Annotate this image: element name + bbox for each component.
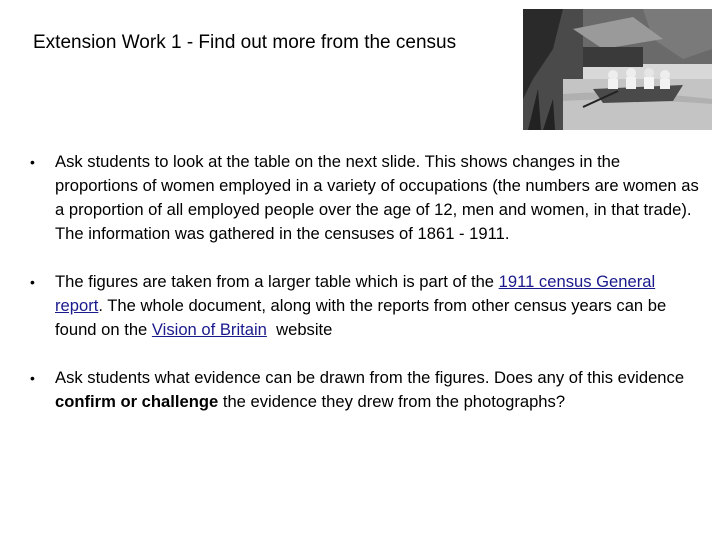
bullet-glyph: • <box>30 154 35 170</box>
bullet-list <box>28 150 700 438</box>
boat-photo-icon <box>523 9 712 130</box>
slide-title: Extension Work 1 - Find out more from the census <box>33 32 457 53</box>
bullet-item-evidence <box>28 366 700 414</box>
bullet-item-source <box>28 270 700 342</box>
bullet-item-table-description <box>28 150 700 246</box>
bullet-text-before: The figures are taken from a larger table which is part of the <box>55 272 499 291</box>
bullet-bold-text: confirm or challenge <box>55 392 219 411</box>
bullet-glyph: • <box>30 370 35 386</box>
bullet-text-before: Ask students what evidence can be drawn from the figures. Does any of this evidence <box>55 368 685 387</box>
bullet-text-after: website <box>266 320 333 339</box>
bullet-glyph: • <box>30 274 35 290</box>
bullet-text-middle: . The whole document, along with the reports from other census years can be found on the <box>55 296 667 339</box>
vision-of-britain-link[interactable]: Vision of Britain <box>151 320 267 339</box>
bullet-text-after: the evidence they drew from the photographs? <box>218 392 566 411</box>
census-report-link[interactable]: 1911 census General report <box>55 272 656 315</box>
bullet-text: Ask students to look at the table on the next slide. This shows changes in the proportions of women employed in a variety of occupations (the numbers are women as a proportion of all employed people over the age of 12, men and women, in that trade). The information was gathered in the censuses of 1861 - 1911. <box>55 152 699 243</box>
